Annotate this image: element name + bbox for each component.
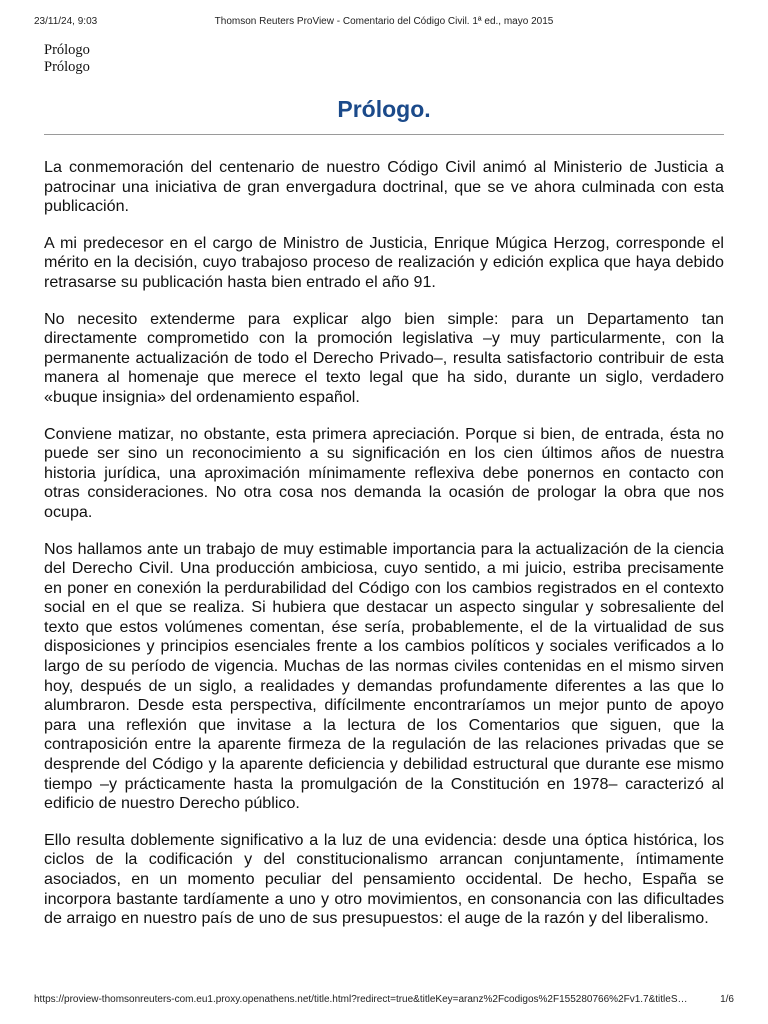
paragraph: La conmemoración del centenario de nuestro Código Civil animó al Ministerio de Justicia a patrocinar una iniciativa de gran envergadura doctrinal, que se ve ahora culminada con esta publicación.: [44, 158, 724, 216]
print-datetime: 23/11/24, 9:03: [34, 16, 98, 27]
breadcrumb-item[interactable]: Prólogo: [44, 42, 90, 58]
paragraph: No necesito extenderme para explicar algo bien simple: para un Departamento tan directamente comprometido con la promoción legislativa –y muy particularmente, con la permanente actualización de todo el Derecho Privado–, resulta satisfactorio contribuir de esta manera al homenaje que merece el texto legal que ha sido, durante un siglo, verdadero «buque insignia» del ordenamiento español.: [44, 309, 724, 406]
document-body: [44, 158, 724, 946]
paragraph: Ello resulta doblemente significativo a la luz de una evidencia: desde una óptica histórica, los ciclos de la codificación y del constitucionalismo arrancan conjuntamente, íntimamente asociados, en un momento peculiar del pensamiento occidental. De hecho, España se incorpora bastante tardíamente a uno y otro movimientos, en consonancia con las dificultades de arraigo en nuestro país de uno de sus presupuestos: el auge de la razón y del liberalismo.: [44, 830, 724, 928]
print-page-title: Thomson Reuters ProView - Comentario del Código Civil. 1ª ed., mayo 2015: [214, 16, 554, 27]
print-url: https://proview-thomsonreuters-com.eu1.proxy.openathens.net/title.html?redirect=true&titleKey=aranz%2Fcodigos%2F155280766%2Fv1.7&titleS…: [34, 994, 688, 1005]
paragraph: A mi predecesor en el cargo de Ministro de Justicia, Enrique Múgica Herzog, corresponde el mérito en la decisión, cuyo trabajoso proceso de realización y edición explica que haya debido retrasarse su publicación hasta bien entrado el año 91.: [44, 233, 724, 291]
print-header: [34, 16, 734, 30]
breadcrumb-item[interactable]: Prólogo: [44, 59, 90, 75]
document-heading: Prólogo.: [337, 96, 431, 122]
heading-divider: [44, 134, 724, 135]
page-number: 1/6: [720, 994, 734, 1005]
breadcrumb: [44, 42, 90, 76]
paragraph: Nos hallamos ante un trabajo de muy estimable importancia para la actualización de la ciencia del Derecho Civil. Una producción ambiciosa, cuyo sentido, a mi juicio, estriba precisamente en poner en conexión la perdurabilidad del Código con los cambios registrados en el contexto social en el que se realiza. Si hubiera que destacar un aspecto singular y sobresaliente del texto que estos volúmenes comentan, ése sería, probablemente, el de la virtualidad de sus disposiciones y principios esenciales frente a los cambios políticos y sociales verificados a lo largo de su período de vigencia. Muchas de las normas civiles contenidas en el mismo sirven hoy, después de un siglo, a realidades y demandas profundamente diferentes a las que lo alumbraron. Desde esta perspectiva, difícilmente encontraríamos un mejor punto de apoyo para una reflexión que invitase a la lectura de los Comentarios que siguen, que la contraposición entre la aparente firmeza de la regulación de las relaciones privadas que se desprende del Código y la aparente deficiencia y debilidad estructural que durante ese mismo tiempo –y prácticamente hasta la promulgación de la Constitución en 1978– caracterizó al edificio de nuestro Derecho público.: [44, 539, 724, 813]
paragraph: Conviene matizar, no obstante, esta primera apreciación. Porque si bien, de entrada, ésta no puede ser sino un reconocimiento a su significación en los cien últimos años de nuestra historia jurídica, una aproximación mínimamente reflexiva debe ponernos en contacto con otras consideraciones. No otra cosa nos demanda la ocasión de prologar la obra que nos ocupa.: [44, 424, 724, 521]
print-footer: [34, 994, 734, 1008]
